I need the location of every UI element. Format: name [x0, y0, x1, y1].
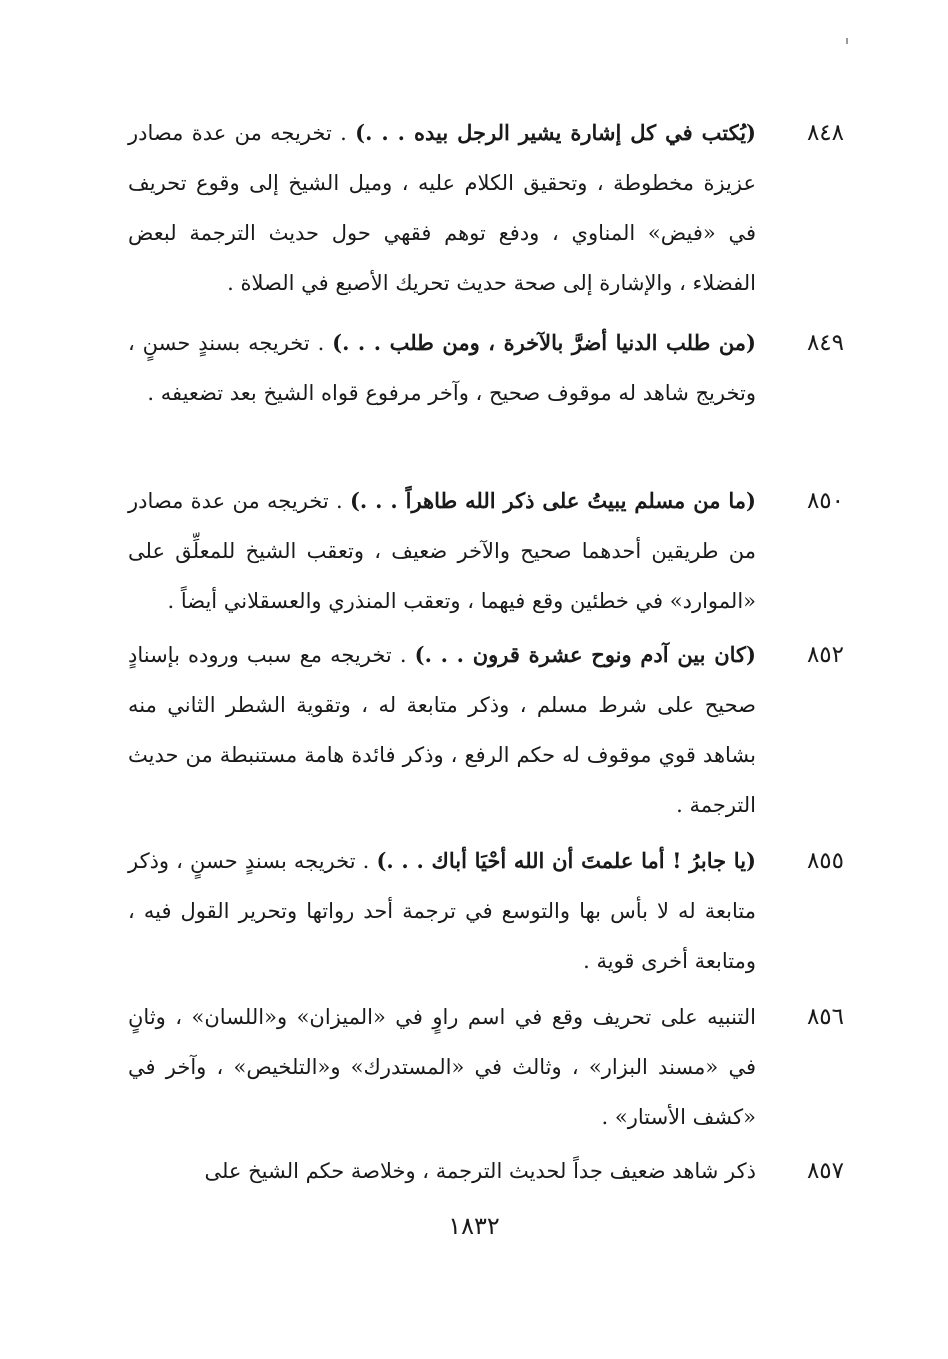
- index-entry: [128, 476, 844, 626]
- entry-number: ٨٥٦: [806, 1004, 844, 1030]
- entry-description: التنبيه على تحريف وقع في اسم راوٍ في «الميزان» و«اللسان» ، وثانٍ في «مسند البزار» ، وثالث في «المستدرك» و«التلخيص» ، وآخر في «كشف الأستار» .: [128, 1005, 756, 1129]
- entry-number: ٨٥٢: [806, 642, 844, 668]
- entry-number: ٨٥٧: [806, 1158, 844, 1184]
- index-entry: [128, 630, 844, 830]
- entry-text: [128, 992, 756, 1142]
- entry-description: . تخريجه من عدة مصادر من طريقين أحدهما صحيح والآخر ضعيف ، وتعقب الشيخ للمعلِّق على «الموارد» في خطئين وقع فيهما ، وتعقب المنذري والعسقلاني أيضاً .: [128, 489, 756, 613]
- hadith-title: (كان بين آدم ونوح عشرة قرون . . .): [414, 642, 756, 667]
- entry-number: ٨٤٩: [806, 330, 844, 356]
- entry-description: . تخريجه بسندٍ حسنٍ ، وتخريج شاهد له موقوف صحيح ، وآخر مرفوع قواه الشيخ بعد تضعيفه .: [128, 331, 756, 405]
- page-number: ١٨٣٢: [448, 1212, 500, 1240]
- entry-number: ٨٤٨: [806, 120, 844, 146]
- entry-description: . تخريجه مع سبب وروده بإسنادٍ صحيح على شرط مسلم ، وذكر متابعة له ، وتقوية الشطر الثاني منه بشاهد قوي موقوف له حكم الرفع ، وذكر فائدة هامة مستنبطة من حديث الترجمة .: [128, 643, 756, 817]
- entry-text: [128, 318, 756, 418]
- index-entry: [128, 108, 844, 308]
- entry-text: [128, 108, 756, 308]
- hadith-title: (يا جابرُ ! أما علمتَ أن الله أحْيَا أباك . . .): [376, 848, 756, 873]
- scan-mark: [846, 38, 848, 44]
- hadith-title: (يُكتب في كل إشارة يشير الرجل بيده . . .): [355, 120, 756, 145]
- entry-text: [128, 476, 756, 626]
- entry-text: [128, 1146, 756, 1196]
- index-entry: [128, 318, 844, 418]
- entry-text: [128, 630, 756, 830]
- hadith-title: (ما من مسلم يبيتُ على ذكر الله طاهراً . . .): [349, 488, 756, 513]
- entry-number: ٨٥٠: [806, 488, 844, 514]
- index-entry: [128, 992, 844, 1142]
- entry-description: . تخريجه من عدة مصادر عزيزة مخطوطة ، وتحقيق الكلام عليه ، وميل الشيخ إلى وقوع تحريف في «فيض» المناوي ، ودفع توهم فقهي حول حديث الترجمة لبعض الفضلاء ، والإشارة إلى صحة حديث تحريك الأصبع في الصلاة .: [128, 121, 756, 295]
- index-entry: [128, 1146, 844, 1196]
- entry-text: [128, 836, 756, 986]
- entry-description: ذكر شاهد ضعيف جداً لحديث الترجمة ، وخلاصة حكم الشيخ على: [204, 1159, 756, 1183]
- hadith-title: (من طلب الدنيا أضرَّ بالآخرة ، ومن طلب . . .): [332, 330, 756, 355]
- index-entry: [128, 836, 844, 986]
- entry-number: ٨٥٥: [806, 848, 844, 874]
- entry-description: . تخريجه بسندٍ حسنٍ ، وذكر متابعة له لا بأس بها والتوسع في ترجمة أحد رواتها وتحرير القول فيه ، ومتابعة أخرى قوية .: [128, 849, 756, 973]
